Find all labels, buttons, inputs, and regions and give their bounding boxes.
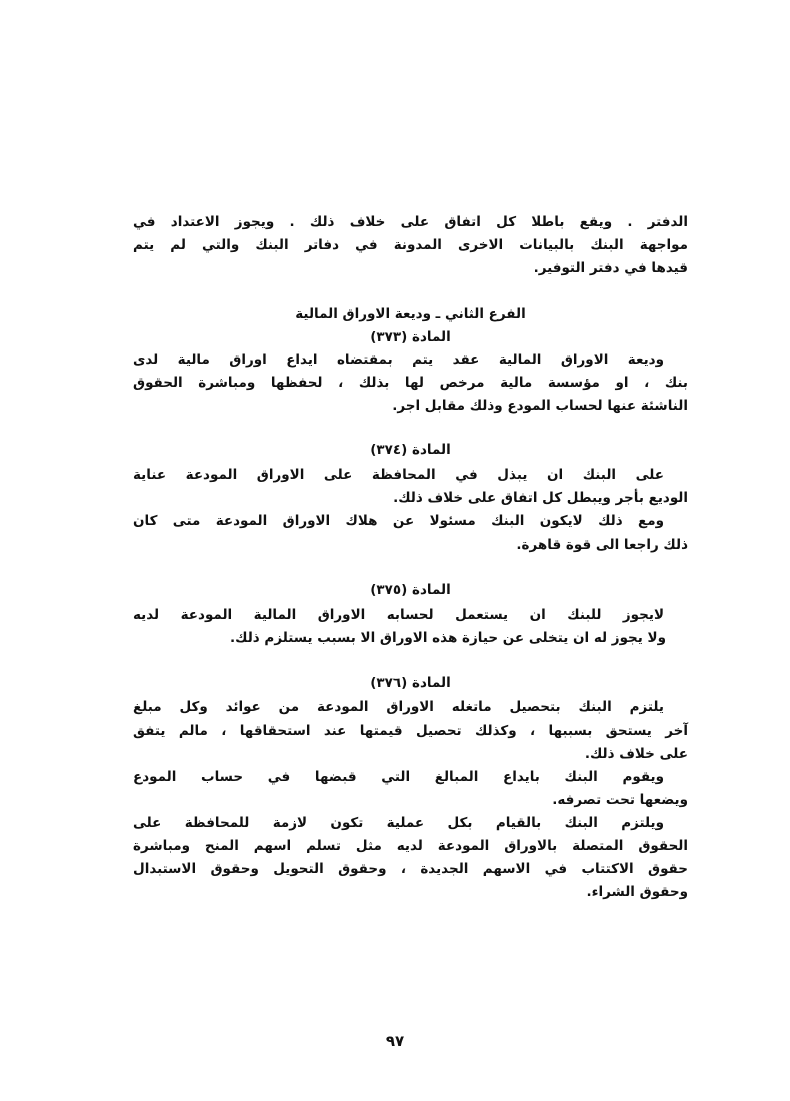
body-line: الوديع بأجر ويبطل كل اتفاق على خلاف ذلك. xyxy=(393,490,688,506)
body-line: بنك ، او مؤسسة مالية مرخص لها بذلك ، لحفظها ومباشرة الحقوق xyxy=(133,375,688,391)
body-line: ويضعها تحت تصرفه. xyxy=(552,792,688,808)
body-line: وديعة الاوراق المالية عقد يتم بمقتضاه ايداع اوراق مالية لدى xyxy=(133,352,664,368)
page-number: ٩٧ xyxy=(385,1032,405,1050)
article-heading: المادة (٣٧٤) xyxy=(370,442,451,458)
body-line: وحقوق الشراء. xyxy=(586,884,688,900)
body-line: لايجوز للبنك ان يستعمل لحسابه الاوراق المالية المودعة لديه xyxy=(133,607,664,623)
body-line: الدفتر . ويقع باطلا كل اتفاق على خلاف ذلك . ويجوز الاعتداد في xyxy=(133,214,688,230)
article-heading: المادة (٣٧٦) xyxy=(370,675,451,691)
body-line: قيدها في دفتر التوفير. xyxy=(533,260,688,276)
body-line: ويقوم البنك بايداع المبالغ التي قبضها في حساب المودع xyxy=(133,769,664,785)
body-line: الناشئة عنها لحساب المودع وذلك مقابل اجر. xyxy=(392,398,688,414)
body-line: حقوق الاكتتاب في الاسهم الجديدة ، وحقوق التحويل وحقوق الاستبدال xyxy=(133,861,688,877)
body-line: يلتزم البنك بتحصيل ماتغله الاوراق المودعة من عوائد وكل مبلغ xyxy=(133,699,664,715)
body-line: آخر يستحق بسببها ، وكذلك تحصيل قيمتها عند استحقاقها ، مالم يتفق xyxy=(133,723,688,739)
body-line: مواجهة البنك بالبيانات الاخرى المدونة في دفاتر البنك والتي لم يتم xyxy=(133,237,688,253)
body-line: ومع ذلك لايكون البنك مسئولا عن هلاك الاوراق المودعة متى كان xyxy=(133,513,664,529)
body-line: ولا يجوز له ان يتخلى عن حيازة هذه الاوراق الا بسبب يستلزم ذلك. xyxy=(230,630,666,646)
article-heading: المادة (٣٧٥) xyxy=(370,582,451,598)
body-line: على خلاف ذلك. xyxy=(584,746,688,762)
body-line: ويلتزم البنك بالقيام بكل عملية تكون لازمة للمحافظة على xyxy=(133,815,664,831)
body-line: على البنك ان يبذل في المحافظة على الاوراق المودعة عناية xyxy=(133,467,664,483)
body-line: الحقوق المتصلة بالاوراق المودعة لديه مثل تسلم اسهم المنح ومباشرة xyxy=(133,838,688,854)
body-line: ذلك راجعا الى قوة قاهرة. xyxy=(516,537,688,553)
section-title: الفرع الثاني ـ وديعة الاوراق المالية xyxy=(295,306,526,322)
article-heading: المادة (٣٧٣) xyxy=(370,329,451,345)
